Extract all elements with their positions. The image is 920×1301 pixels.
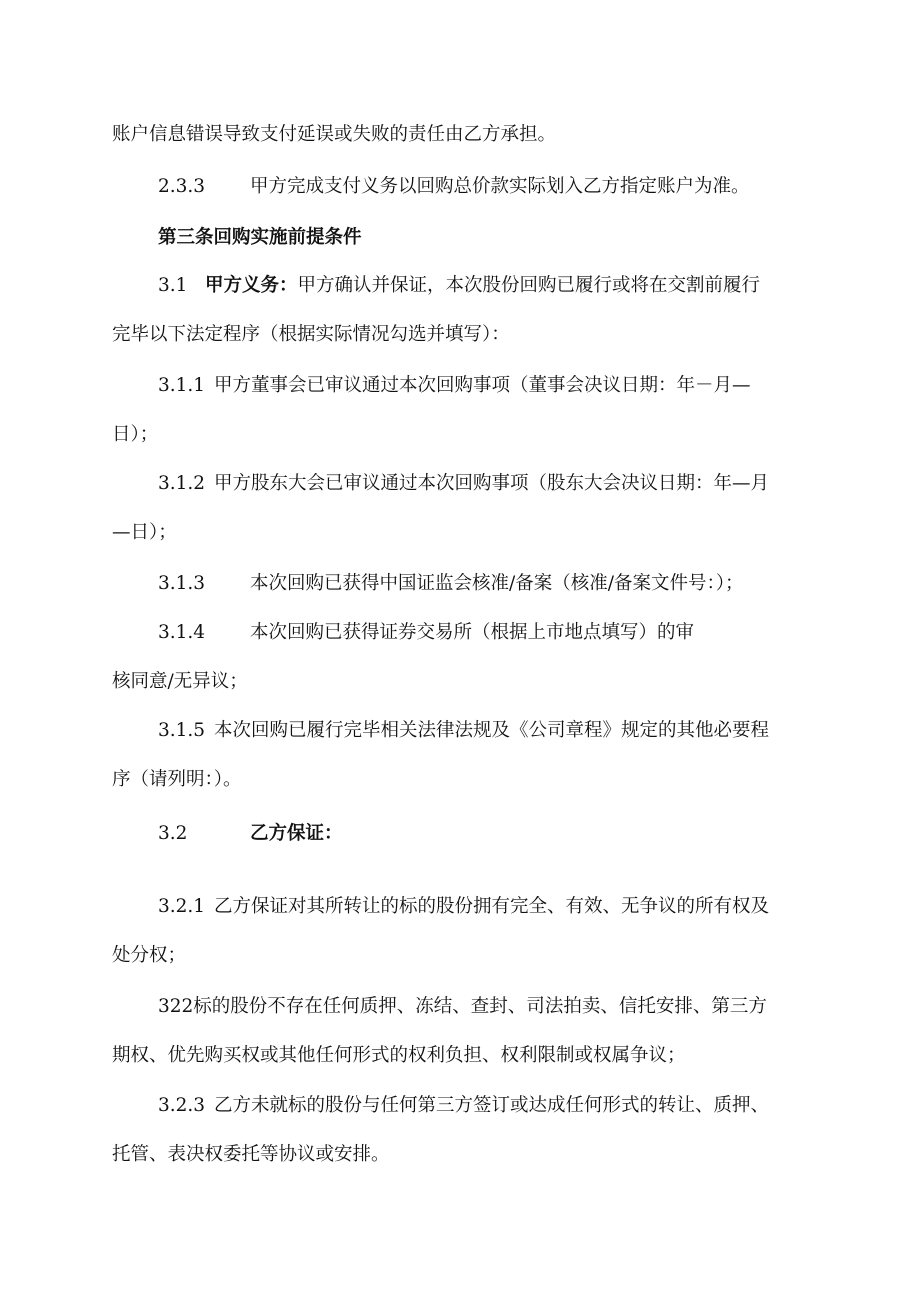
clause-number: 3.2.3 bbox=[158, 1095, 206, 1116]
clause-3-1 bbox=[158, 273, 760, 299]
clause-3-1-4-cont: 核同意/无异议； bbox=[112, 671, 248, 692]
clause-text: 甲方确认并保证，本次股份回购已履行或将在交割前履行 bbox=[297, 275, 761, 296]
clause-number: 3.1 bbox=[158, 275, 188, 296]
clause-text: 本次回购已获得中国证监会核准/备案（核准/备案文件号：）； bbox=[250, 573, 744, 594]
clause-3-1-4 bbox=[158, 620, 694, 646]
clause-3-1-3 bbox=[158, 571, 743, 597]
clause-3-2 bbox=[158, 821, 343, 847]
clause-text: 甲方完成支付义务以回购总价款实际划入乙方指定账户为准。 bbox=[250, 176, 750, 197]
clause-text: 本次回购已获得证券交易所（根据上市地点填写）的审 bbox=[250, 622, 695, 643]
clause-3-2-3 bbox=[158, 1093, 769, 1119]
clause-3-2-2-cont: 期权、优先购买权或其他任何形式的权利负担、权利限制或权属争议； bbox=[112, 1045, 686, 1066]
clause-number: 3.2 bbox=[158, 823, 188, 844]
clause-number: 3.1.3 bbox=[158, 573, 206, 594]
clause-2-3-3 bbox=[158, 174, 750, 200]
paragraph-text: 账户信息错误导致支付延误或失败的责任由乙方承担。 bbox=[112, 124, 557, 145]
clause-number: 3.1.2 bbox=[158, 473, 206, 494]
clause-3-1-1-cont: 日）； bbox=[112, 424, 159, 445]
clause-number: 3.2.1 bbox=[158, 896, 206, 917]
paragraph-account-cont bbox=[112, 122, 556, 148]
clause-3-2-1-cont: 处分权； bbox=[112, 945, 187, 966]
clause-3-1-1 bbox=[158, 373, 751, 399]
clause-3-1-2 bbox=[158, 471, 769, 497]
clause-label: 乙方保证： bbox=[250, 823, 343, 844]
clause-3-2-1 bbox=[158, 894, 769, 920]
clause-3-2-2: 322标的股份不存在任何质押、冻结、查封、司法拍卖、信托安排、第三方 bbox=[158, 996, 767, 1017]
clause-label: 甲方义务： bbox=[205, 275, 298, 296]
clause-text: 乙方未就标的股份与任何第三方签订或达成任何形式的转让、质押、 bbox=[214, 1095, 770, 1116]
clause-number: 2.3.3 bbox=[158, 176, 206, 197]
clause-text: 本次回购已履行完毕相关法律法规及《公司章程》规定的其他必要程 bbox=[214, 720, 770, 741]
clause-text: 甲方股东大会已审议通过本次回购事项（股东大会决议日期：年—月 bbox=[214, 473, 770, 494]
clause-text: 甲方董事会已审议通过本次回购事项（董事会决议日期：年－月— bbox=[214, 375, 751, 396]
article-3-title: 第三条回购实施前提条件 bbox=[158, 227, 362, 248]
clause-number: 3.1.1 bbox=[158, 375, 206, 396]
clause-3-1-cont: 完毕以下法定程序（根据实际情况勾选并填写）： bbox=[112, 324, 510, 345]
clause-text: 乙方保证对其所转让的标的股份拥有完全、有效、无争议的所有权及 bbox=[214, 896, 770, 917]
clause-3-1-5 bbox=[158, 718, 769, 744]
clause-number: 3.1.4 bbox=[158, 622, 206, 643]
clause-number: 3.1.5 bbox=[158, 720, 206, 741]
clause-3-1-5-cont: 序（请列明：）。 bbox=[112, 769, 242, 790]
clause-3-2-3-cont: 托管、表决权委托等协议或安排。 bbox=[112, 1144, 390, 1165]
clause-3-1-2-cont: —日）； bbox=[112, 522, 177, 543]
